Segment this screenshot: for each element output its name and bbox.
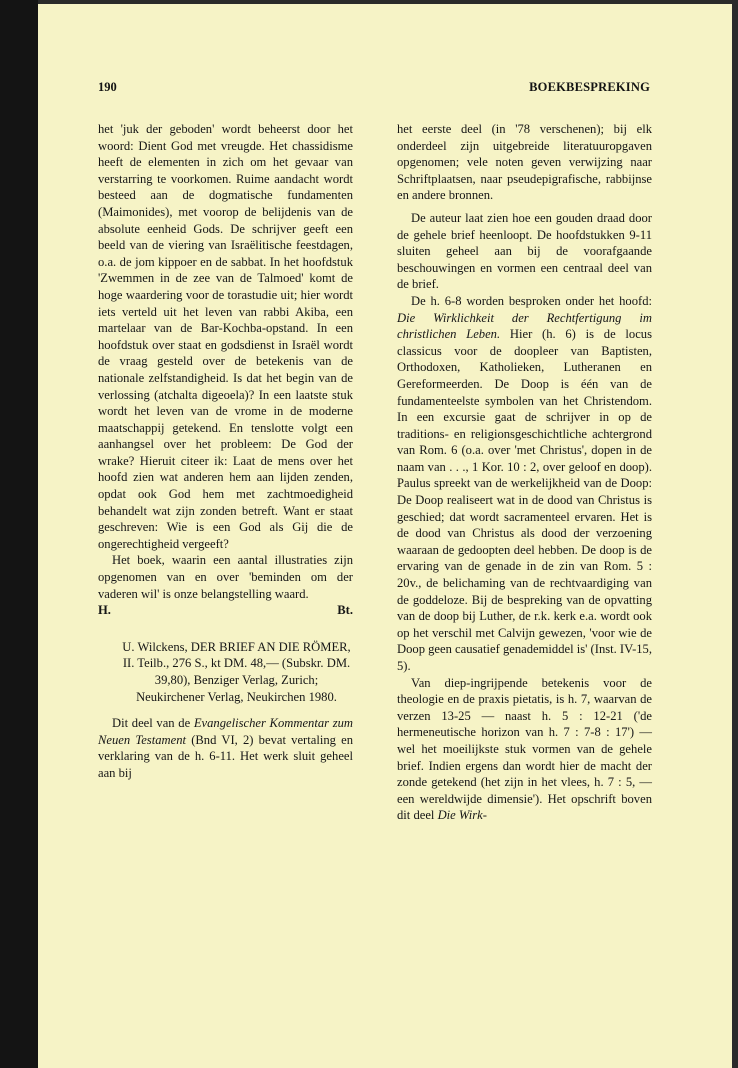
review-signature	[98, 602, 353, 619]
left-paragraph-2: Het boek, waarin een aantal illustraties zijn opgenomen van en over 'beminden om der vaderen wil' is onze belangstelling waard.	[98, 553, 353, 601]
left-paragraph-3	[98, 715, 353, 781]
left-paragraph-3-text-end: (Bnd VI, 2) bevat vertaling en verklaring van de h. 6-11. Het werk sluit geheel aan bij	[98, 732, 354, 780]
scan-edge-left	[0, 0, 38, 1068]
right-paragraph-4	[397, 675, 652, 824]
page-number: 190	[98, 80, 117, 94]
left-column	[98, 121, 353, 782]
right-paragraph-3	[397, 293, 652, 675]
right-paragraph-4-text: Van diep-ingrijpende betekenis voor de theologie en de praxis pietatis, is h. 7, waarvan de verzen 13-25 — naast h. 5 : 12-21 ('de hermeneutische horizon van h. 7 : 7-8 : 17') — wel het moeilijkste stuk vormen van de gehele brief. Indien ergens dan wordt hier de macht der zonde getekend (het zijn in het vlees, h. 7 : 5, — een wereldwijde dimensie'). Het opschrift boven dit deel	[397, 675, 652, 823]
right-paragraph-3-italic: Die Wirklichkeit der Rechtfertigung im christlichen Leben.	[397, 310, 652, 342]
signature-initial-right: Bt.	[337, 603, 353, 618]
section-title: BOEKBESPREKING	[529, 80, 650, 94]
left-paragraph-3-italic: Evangelischer Kommentar zum Neuen Testament	[98, 716, 353, 747]
left-paragraph-3-text: Dit deel van de	[112, 716, 194, 731]
right-paragraph-1: het eerste deel (in '78 verschenen); bij elk onderdeel zijn uitgebreide literatuuropgaven opgenomen; vele noten geven verwijzing naar Schriftplaatsen, naar pseudepigrafische, rabbijnse en andere bronnen.	[397, 122, 652, 203]
signature-initial-left: H.	[98, 603, 111, 618]
left-paragraph-1: het 'juk der geboden' wordt beheerst door het woord: Dient God met vreugde. Het chassidisme heeft de elementen in zich om het gevaar van verstarring te voorkomen. Ruime aandacht wordt besteed aan de dogmatische fundamenten (Maimonides), met voorop de belijdenis van de absolute eenheid Gods. De schrijver geeft een beeld van de viering van Israëlitische feestdagen, o.a. de jom kippoer en de sabbat. In het hoofdstuk 'Zwemmen in de zee van de Talmoed' komt de hoge waardering voor de torastudie uit; hier wordt iets verteld uit het leven van rabbi Akiba, een martelaar van de Bar-Kochba-opstand. In een hoofdstuk over staat en godsdienst in Israël wordt de vraag gesteld over de betekenis van de nationale zelfstandigheid. Is dat het begin van de verlossing (atchalta digeoela)? In een laatste stuk wordt het leven van de vrome in de moderne maatschappij getekend. En tenslotte volgt een aanhangsel over het probleem: De God der wrake? Hieruit citeer ik: Laat de mens over het hoofd zien wat anderen hem aan lijden zenden, opdat ook God hem met zachtmoedigheid behandelt wat zijn zonden betreft. Want er staat geschreven: Wie is een God als Gij die de ongerechtigheid vergeeft?	[98, 122, 353, 551]
book-citation: U. Wilckens, DER BRIEF AN DIE RÖMER, II. Teilb., 276 S., kt DM. 48,— (Subskr. DM. 39,80), Benziger Verlag, Zurich; Neukirchener Verlag, Neukirchen 1980.	[122, 639, 351, 704]
right-column	[397, 121, 652, 824]
right-paragraph-4-italic: Die Wirk-	[437, 808, 487, 823]
right-paragraph-2: De auteur laat zien hoe een gouden draad door de gehele brief heenloopt. De hoofdstukken 9-11 sluiten geheel aan bij de voorafgaande beschouwingen en vormen een centraal deel van de brief.	[397, 210, 652, 292]
scan-edge-right	[732, 0, 738, 1068]
right-paragraph-3-text-end: Hier (h. 6) is de locus classicus voor de doopleer van Baptisten, Orthodoxen, Katholieken, Lutheranen en Gereformeerden. De Doop is één van de fundamenteelste symbolen van het Christendom. In een excursie gaat de schrijver in op de traditions- en religionsgeschichtliche achtergrond van Rom. 6 (o.a. over 'met Christus', dopen in de naam van . . ., 1 Kor. 10 : 2, over geloof en doop). Paulus spreekt van de werkelijkheid van de Doop: De Doop realiseert wat in de dood van Christus is geschied; dat wordt sacramenteel ervaren. Het is de dood van Christus als dood der verzoening waaraan de gedoopten deel hebben. De doop is de ervaring van de genade in de zin van Rom. 5 : 20v., de belichaming van de rechtvaardiging van de goddeloze. Bij de bespreking van de opvatting van de doop bij Luther, de r.k. kerk e.a. wordt ook op het verschil met Calvijn gewezen, 'voor wie de Doop geen causatief genademiddel is' (Inst. IV-15, 5).	[397, 327, 653, 673]
right-paragraph-3-text: De h. 6-8 worden besproken onder het hoofd:	[411, 293, 652, 308]
